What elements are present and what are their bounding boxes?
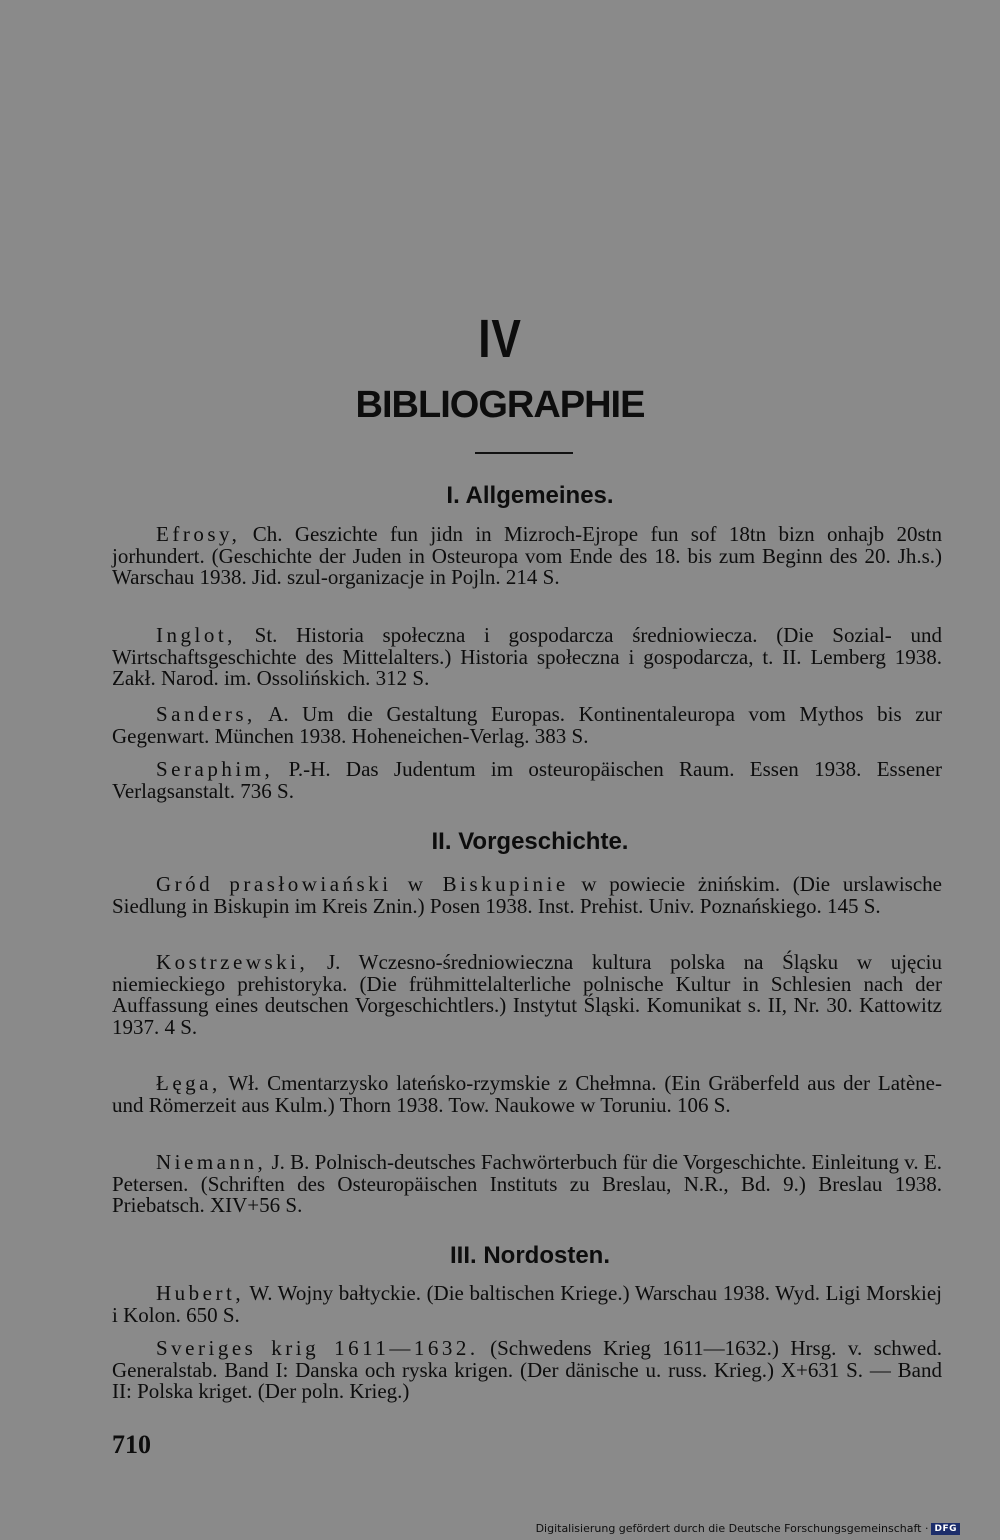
bibliography-entry	[112, 1152, 942, 1217]
entry-author: Hubert,	[156, 1281, 245, 1305]
entry-text: St. Historia społeczna i gospodarcza średniowiecza. (Die Sozial- und Wirtschaftsgeschichte des Mittelalters.) Historia społeczna i gospodarcza, t. II. Lemberg 1938. Zakł. Narod. im. Ossolińskich. 312 S.	[112, 623, 942, 690]
chapter-title: BIBLIOGRAPHIE	[355, 384, 645, 426]
section-heading-allgemeines: I. Allgemeines.	[446, 482, 614, 509]
bibliography-entry	[112, 874, 942, 917]
bibliography-entry	[112, 625, 942, 690]
footer-text: Digitalisierung gefördert durch die Deutsche Forschungsgemeinschaft ·	[535, 1522, 929, 1535]
entry-text: Ch. Geszichte fun jidn in Mizroch-Ejrope fun sof 18tn bizn onhajb 20stn jorhundert. (Geschichte der Juden in Osteuropa vom Ende des 18. bis zum Beginn des 20. Jh.s.) Warschau 1938. Jid. szul-organizacje in Pojln. 214 S.	[112, 522, 943, 589]
page-number: 710	[112, 1430, 151, 1459]
bibliography-entry	[112, 1283, 942, 1326]
digitization-footer	[536, 1522, 960, 1535]
entry-author: Sveriges krig 1611—1632.	[156, 1336, 479, 1360]
entry-author: Kostrzewski,	[156, 950, 309, 974]
entry-author: Gród prasłowiański w Biskupinie	[156, 872, 569, 896]
entry-author: Seraphim,	[156, 757, 274, 781]
bibliography-entry	[112, 952, 942, 1038]
entry-text: w powiecie żnińskim. (Die urslawische Siedlung in Biskupin im Kreis Znin.) Posen 1938. Inst. Prehist. Univ. Poznańskiego. 145 S.	[112, 872, 942, 918]
entry-text: P.-H. Das Judentum im osteuropäischen Raum. Essen 1938. Essener Verlagsanstalt. 736 S.	[112, 757, 942, 803]
chapter-number: IV	[478, 309, 522, 369]
entry-author: Efrosy,	[156, 522, 241, 546]
dfg-logo: DFG	[931, 1523, 960, 1535]
entry-author: Sanders,	[156, 702, 256, 726]
entry-author: Inglot,	[156, 623, 236, 647]
entry-text: J. B. Polnisch-deutsches Fachwörterbuch für die Vorgeschichte. Einleitung v. E. Petersen. (Schriften des Osteuropäischen Instituts zu Breslau, N.R., Bd. 9.) Breslau 1938. Priebatsch. XIV+56 S.	[112, 1150, 942, 1217]
bibliography-entry	[112, 759, 942, 802]
entry-text: A. Um die Gestaltung Europas. Kontinentaleuropa vom Mythos bis zur Gegenwart. München 1938. Hoheneichen-Verlag. 383 S.	[112, 702, 943, 748]
entry-author: Niemann,	[156, 1150, 267, 1174]
section-heading-nordosten: III. Nordosten.	[449, 1242, 610, 1269]
entry-text: (Schwedens Krieg 1611—1632.) Hrsg. v. schwed. Generalstab. Band I: Danska och ryska krigen. (Der dänische u. russ. Krieg.) X+631 S. — Band II: Polska kriget. (Der poln. Krieg.)	[112, 1336, 943, 1403]
bibliography-entry	[112, 1338, 942, 1403]
entry-text: J. Wczesno-średniowieczna kultura polska na Śląsku w ujęciu niemieckiego prehistoryka. (Die frühmittelalterliche polnische Kultur in Schlesien nach der Auffassung eines deutschen Vorgeschichtlers.) Instytut Śląski. Komunikat s. II, Nr. 30. Kattowitz 1937. 4 S.	[112, 950, 943, 1039]
section-heading-vorgeschichte: II. Vorgeschichte.	[431, 828, 629, 855]
entry-text: W. Wojny bałtyckie. (Die baltischen Kriege.) Warschau 1938. Wyd. Ligi Morskiej i Kolon. 650 S.	[112, 1281, 942, 1327]
bibliography-entry	[112, 704, 942, 747]
entry-author: Łęga,	[156, 1071, 221, 1095]
entry-text: Wł. Cmentarzysko lateńsko-rzymskie z Chełmna. (Ein Gräberfeld aus der Latène- und Römerzeit aus Kulm.) Thorn 1938. Tow. Naukowe w Toruniu. 106 S.	[112, 1071, 942, 1117]
title-divider	[475, 452, 573, 454]
bibliography-entry	[112, 1073, 942, 1116]
bibliography-entry	[112, 524, 942, 589]
